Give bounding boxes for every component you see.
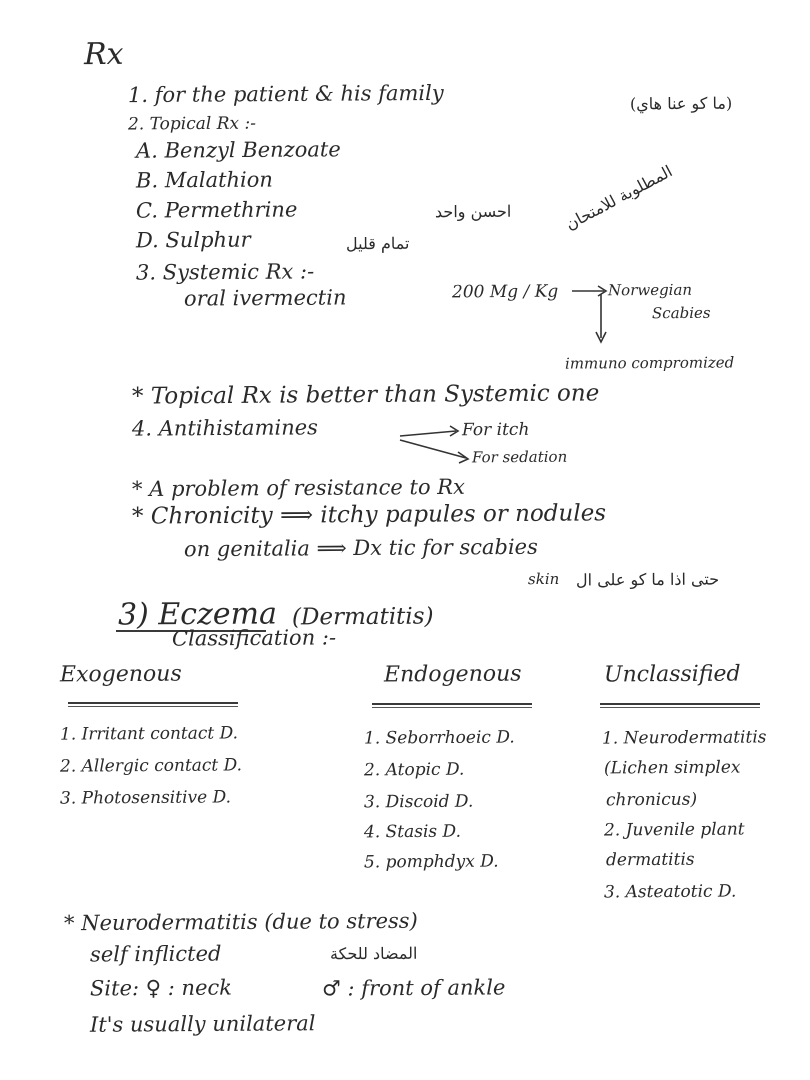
oral-ivermectin: oral ivermectin <box>183 285 347 311</box>
exogenous-item-1: 1. Irritant contact D. <box>59 723 239 745</box>
treatment-item-1: 1. for the patient & his family <box>127 80 444 108</box>
unclassified-item-1: 1. Neurodermatitis <box>601 727 767 749</box>
col-exogenous-title: Exogenous <box>59 661 182 688</box>
arabic-sulphur: تمام قليل <box>345 233 410 254</box>
note-topical-better: * Topical Rx is better than Systemic one <box>131 380 600 410</box>
endogenous-underline-2 <box>372 707 532 708</box>
arabic-permethrine: احسن واحد <box>434 201 512 222</box>
arabic-skin-note: حتى اذا ما كو على ال <box>575 569 720 590</box>
unclassified-item-1-detail-b: chronicus) <box>605 789 698 811</box>
endogenous-item-1: 1. Seborrhoeic D. <box>363 727 515 749</box>
topical-b: B. Malathion <box>135 167 273 193</box>
endogenous-underline-1 <box>372 703 532 705</box>
for-itch-label: For itch <box>461 419 530 441</box>
unclassified-item-2-detail: dermatitis <box>605 849 695 871</box>
neuro-line-1: * Neurodermatitis (due to stress) <box>63 908 418 936</box>
exogenous-underline-1 <box>68 702 238 704</box>
neuro-site-female: Site: ♀ : neck <box>89 975 233 1001</box>
chronicity-line-1: * Chronicity ⟹ itchy papules or nodules <box>131 500 607 530</box>
arrow-to-itch <box>400 431 456 436</box>
classification-label: Classification :- <box>171 625 337 651</box>
unclassified-item-3: 3. Asteatotic D. <box>603 881 737 903</box>
endogenous-item-2: 2. Atopic D. <box>363 759 465 781</box>
unclassified-item-1-detail-a: (Lichen simplex <box>603 757 741 779</box>
topical-a: A. Benzyl Benzoate <box>135 137 341 163</box>
treatment-item-2: 2. Topical Rx :- <box>127 113 257 135</box>
exogenous-underline-2 <box>68 706 238 707</box>
unclassified-underline-2 <box>600 707 760 708</box>
neuro-unilateral: It's usually unilateral <box>89 1011 316 1037</box>
exogenous-item-3: 3. Photosensitive D. <box>59 787 232 809</box>
endogenous-item-3: 3. Discoid D. <box>363 791 474 813</box>
ivermectin-dose: 200 Mg / Kg <box>451 281 559 303</box>
neuro-site-male: ♂ : front of ankle <box>321 975 506 1001</box>
note-resistance: * A problem of resistance to Rx <box>131 474 465 502</box>
arabic-side-vertical: المطلوبة للامتحان <box>562 161 676 234</box>
chronicity-line-2: on genitalia ⟹ Dx tic for scabies <box>183 534 538 562</box>
topical-d: D. Sulphur <box>135 227 251 253</box>
eczema-heading-paren: (Dermatitis) <box>291 603 434 631</box>
norwegian-label: Norwegian <box>607 280 693 300</box>
for-sedation-label: For sedation <box>471 447 568 467</box>
unclassified-underline-1 <box>600 703 760 705</box>
exogenous-item-2: 2. Allergic contact D. <box>59 755 243 777</box>
treatment-item-4: 4. Antihistamines <box>131 415 318 441</box>
unclassified-item-2: 2. Juvenile plant <box>603 819 745 841</box>
neuro-arabic-note: المضاد للحكة <box>329 943 418 964</box>
arabic-side-note: (ما كو عنا هاي) <box>629 93 733 114</box>
endogenous-item-5: 5. pomphdyx D. <box>363 851 499 873</box>
skin-note: skin <box>527 569 560 589</box>
rx-mark: Rx <box>83 36 124 73</box>
scabies-label: Scabies <box>651 303 711 323</box>
topical-c: C. Permethrine <box>135 197 298 223</box>
col-unclassified-title: Unclassified <box>603 661 741 688</box>
arrow-to-sedation <box>400 440 466 458</box>
endogenous-item-4: 4. Stasis D. <box>363 821 462 843</box>
col-endogenous-title: Endogenous <box>383 661 522 688</box>
eczema-heading: 3) Eczema <box>117 596 278 633</box>
immuno-label: immuno compromized <box>564 353 735 373</box>
neuro-self-inflicted: self inflicted <box>89 941 222 967</box>
treatment-item-3: 3. Systemic Rx :- <box>135 259 315 285</box>
